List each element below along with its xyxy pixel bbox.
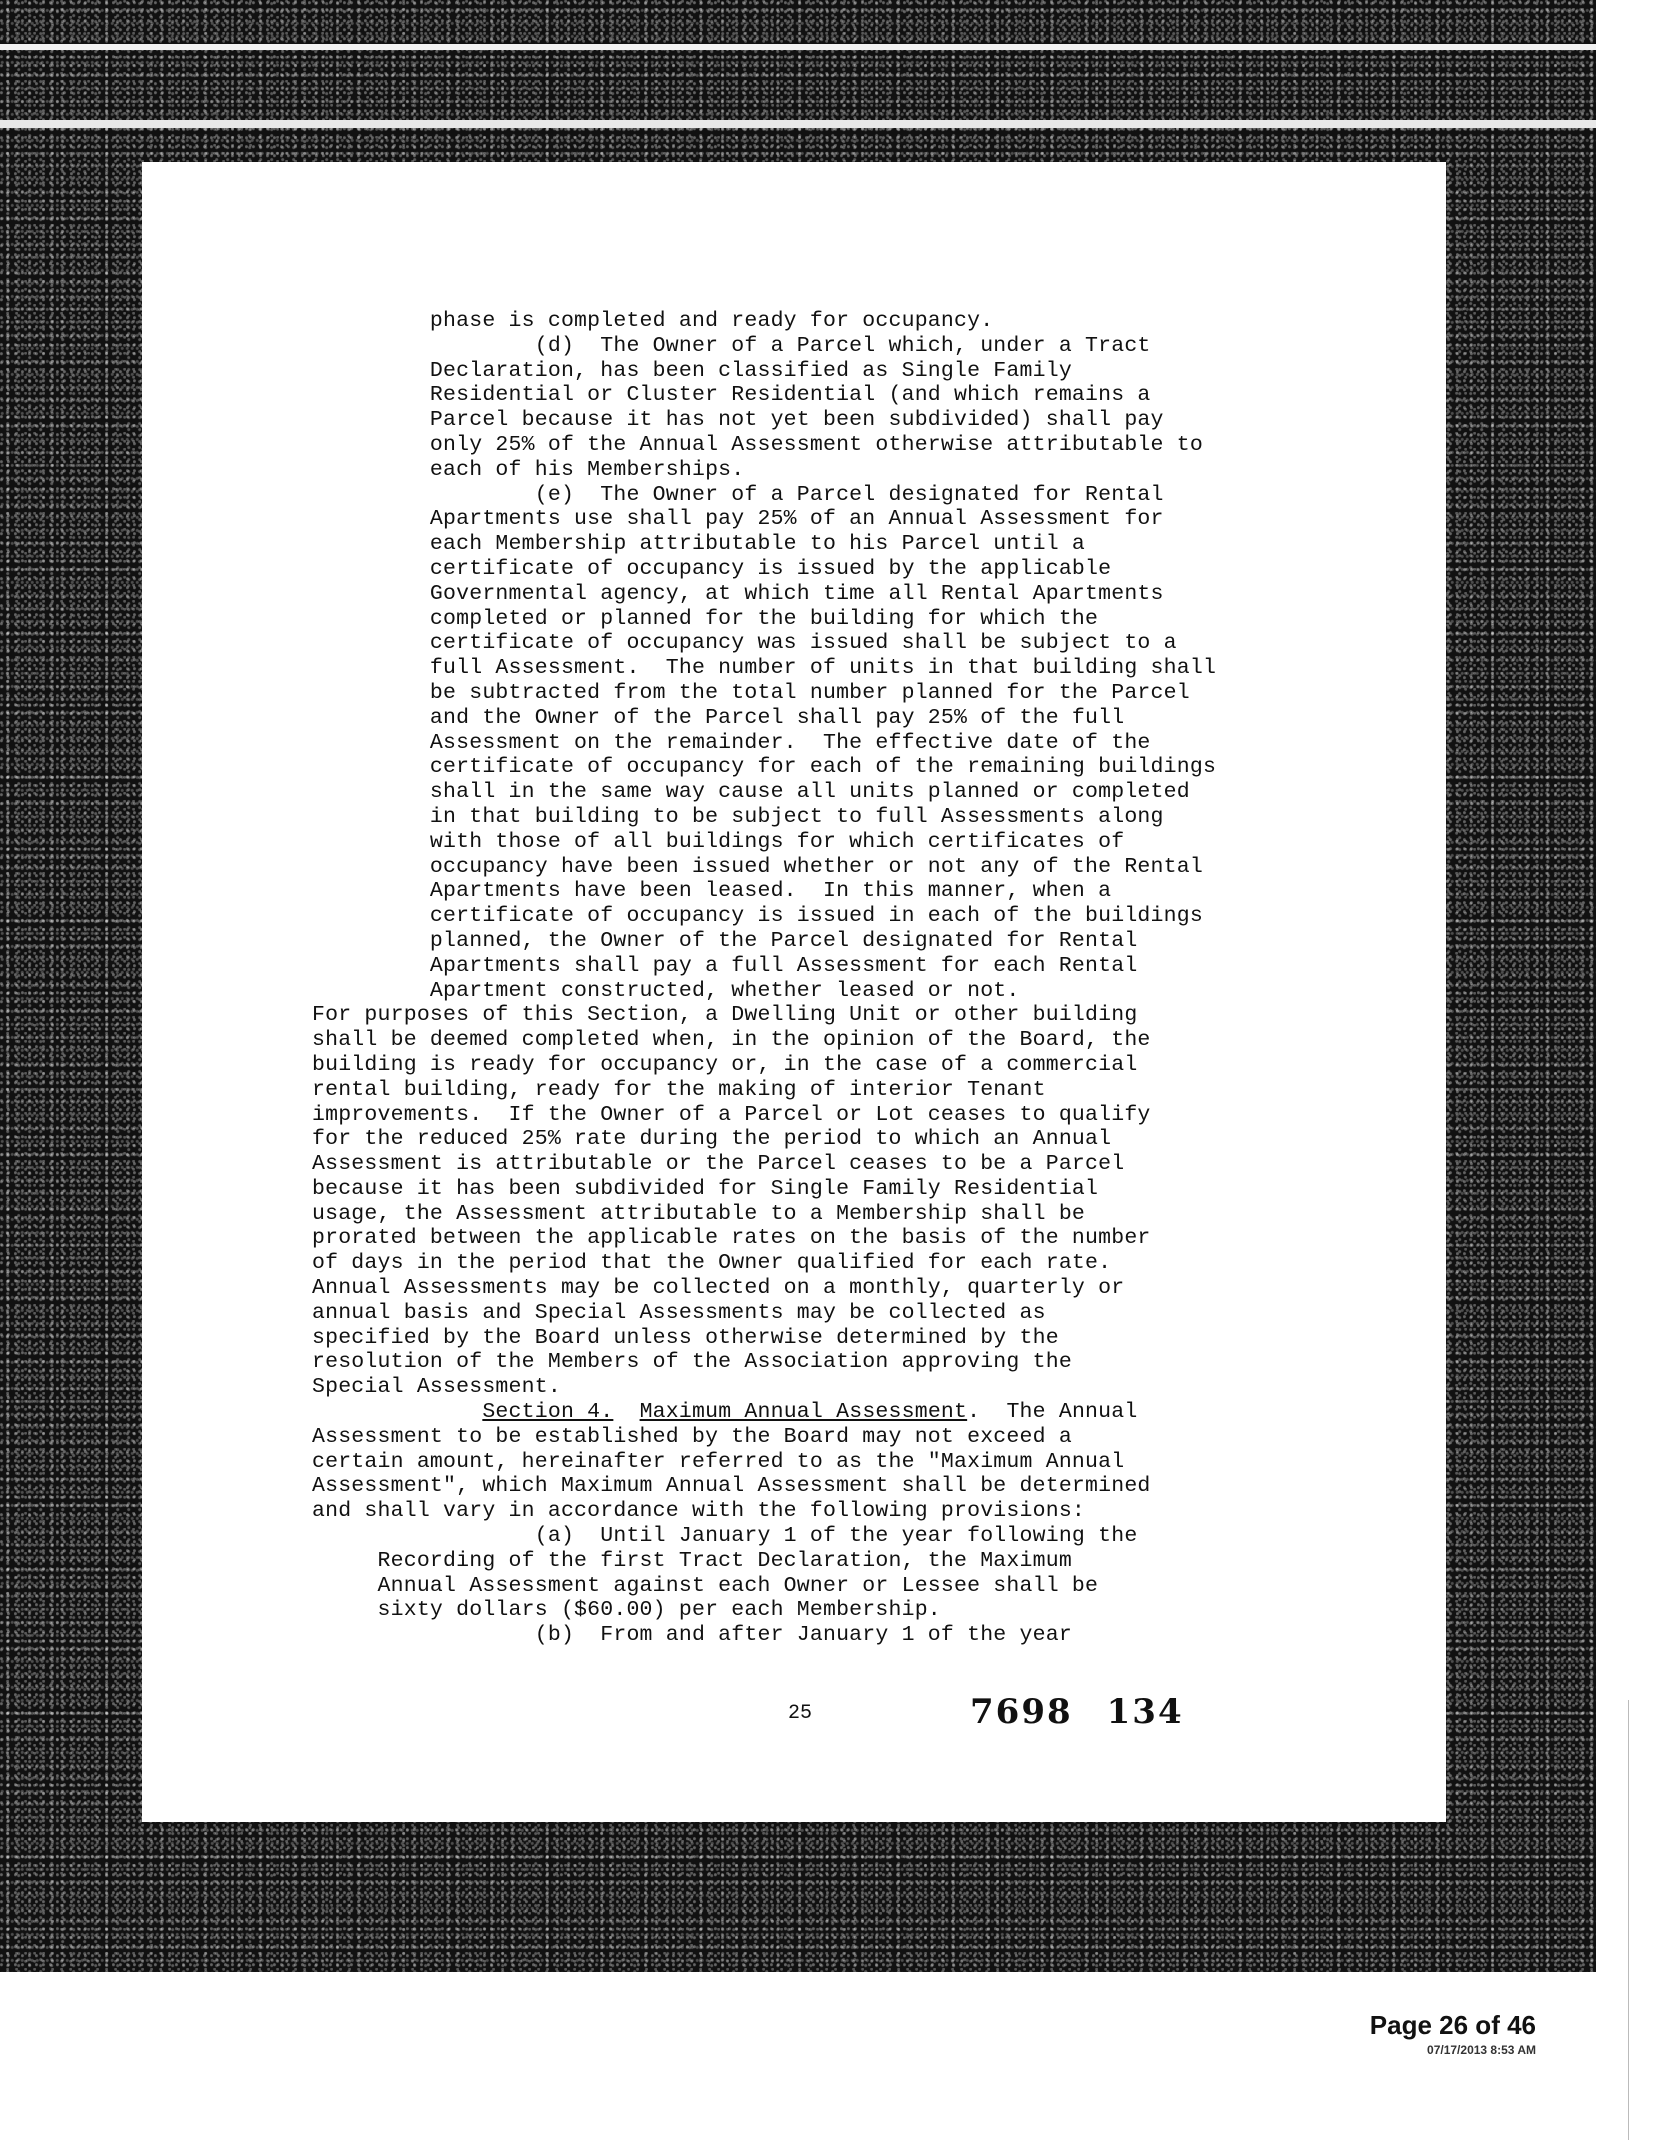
text-line: rental building, ready for the making of interior Tenant <box>312 1077 1046 1102</box>
text-line: sixty dollars ($60.00) per each Membership. <box>312 1598 941 1623</box>
text-line: Parcel because it has not yet been subdivided) shall pay <box>312 408 1164 433</box>
document-body <box>312 309 1332 1648</box>
text-line: certificate of occupancy is issued by the applicable <box>312 556 1112 581</box>
text-line: certificate of occupancy was issued shall be subject to a <box>312 631 1177 656</box>
text-line: of days in the period that the Owner qualified for each rate. <box>312 1251 1112 1276</box>
text-line: Annual Assessment against each Owner or Lessee shall be <box>312 1573 1099 1598</box>
footer-timestamp: 07/17/2013 8:53 AM <box>1427 2043 1536 2057</box>
text-line: each Membership attributable to his Parcel until a <box>312 532 1086 557</box>
text-line: Assessment", which Maximum Annual Assessment shall be determined <box>312 1474 1151 1499</box>
section-number: Section 4. <box>482 1400 614 1425</box>
scanned-document-page <box>142 162 1446 1822</box>
heading-gap <box>613 1400 639 1424</box>
text-line: building is ready for occupancy or, in the case of a commercial <box>312 1052 1138 1077</box>
text-line: resolution of the Members of the Association approving the <box>312 1350 1072 1375</box>
text-line: in that building to be subject to full Assessments along <box>312 804 1164 829</box>
text-line: improvements. If the Owner of a Parcel or Lot ceases to qualify <box>312 1102 1151 1127</box>
text-line: Special Assessment. <box>312 1375 561 1400</box>
text-line: Recording of the first Tract Declaration, the Maximum <box>312 1548 1072 1573</box>
text-line: occupancy have been issued whether or not any of the Rental <box>312 854 1203 879</box>
text-line: be subtracted from the total number planned for the Parcel <box>312 680 1190 705</box>
text-line: certificate of occupancy is issued in each of the buildings <box>312 904 1203 929</box>
section-heading <box>312 1400 1332 1425</box>
text-line: (e) The Owner of a Parcel designated for Rental <box>312 482 1164 507</box>
text-line: Assessment is attributable or the Parcel ceases to be a Parcel <box>312 1152 1125 1177</box>
text-line: and the Owner of the Parcel shall pay 25% of the full <box>312 705 1125 730</box>
text-line: shall be deemed completed when, in the opinion of the Board, the <box>312 1028 1151 1053</box>
text-line: (b) From and after January 1 of the year <box>312 1623 1072 1648</box>
text-line: for the reduced 25% rate during the period to which an Annual <box>312 1127 1112 1152</box>
page-stamp: 134 <box>1106 1692 1184 1732</box>
text-line: each of his Memberships. <box>312 457 745 482</box>
text-line: phase is completed and ready for occupancy. <box>312 309 994 333</box>
text-line: full Assessment. The number of units in that building shall <box>312 656 1217 681</box>
text-line: (d) The Owner of a Parcel which, under a Tract <box>312 333 1151 358</box>
text-line: because it has been subdivided for Single Family Residential <box>312 1176 1099 1201</box>
text-line: completed or planned for the building for which the <box>312 606 1099 631</box>
text-line: prorated between the applicable rates on the basis of the number <box>312 1226 1151 1251</box>
text-line: Assessment to be established by the Board may not exceed a <box>312 1424 1072 1449</box>
page-edge-line <box>1628 1700 1629 2140</box>
heading-suffix: . The Annual <box>967 1400 1138 1425</box>
text-line: For purposes of this Section, a Dwelling Unit or other building <box>312 1003 1138 1028</box>
text-line: Apartments use shall pay 25% of an Annual Assessment for <box>312 507 1164 532</box>
text-line: only 25% of the Annual Assessment otherwise attributable to <box>312 432 1203 457</box>
text-line: certain amount, hereinafter referred to as the "Maximum Annual <box>312 1449 1125 1474</box>
text-line: and shall vary in accordance with the following provisions: <box>312 1499 1086 1524</box>
text-line: Residential or Cluster Residential (and which remains a <box>312 383 1151 408</box>
text-line: Apartments shall pay a full Assessment for each Rental <box>312 953 1138 978</box>
text-line: Declaration, has been classified as Single Family <box>312 358 1072 383</box>
book-stamp: 7698 <box>970 1692 1073 1732</box>
text-line: certificate of occupancy for each of the remaining buildings <box>312 755 1217 780</box>
page-number: 25 <box>788 1702 813 1725</box>
text-line: with those of all buildings for which certificates of <box>312 829 1125 854</box>
text-line: planned, the Owner of the Parcel designated for Rental <box>312 928 1138 953</box>
recording-stamp <box>970 1692 1184 1732</box>
text-line: Apartments have been leased. In this manner, when a <box>312 879 1112 904</box>
text-line: specified by the Board unless otherwise determined by the <box>312 1325 1059 1350</box>
text-line: Governmental agency, at which time all Rental Apartments <box>312 581 1164 606</box>
section-title: Maximum Annual Assessment <box>639 1400 968 1425</box>
text-line: (a) Until January 1 of the year following the <box>312 1524 1138 1549</box>
scan-edge-rule <box>0 120 1596 128</box>
text-line: Annual Assessments may be collected on a monthly, quarterly or <box>312 1276 1125 1301</box>
text-line: Apartment constructed, whether leased or not. <box>312 978 1020 1003</box>
text-line: usage, the Assessment attributable to a Membership shall be <box>312 1201 1086 1226</box>
text-line: shall in the same way cause all units planned or completed <box>312 780 1190 805</box>
scan-edge-rule <box>0 44 1596 50</box>
heading-indent <box>312 1400 482 1424</box>
text-line: annual basis and Special Assessments may be collected as <box>312 1300 1046 1325</box>
footer-page-label: Page 26 of 46 <box>1369 2010 1536 2040</box>
text-line: Assessment on the remainder. The effective date of the <box>312 730 1151 755</box>
